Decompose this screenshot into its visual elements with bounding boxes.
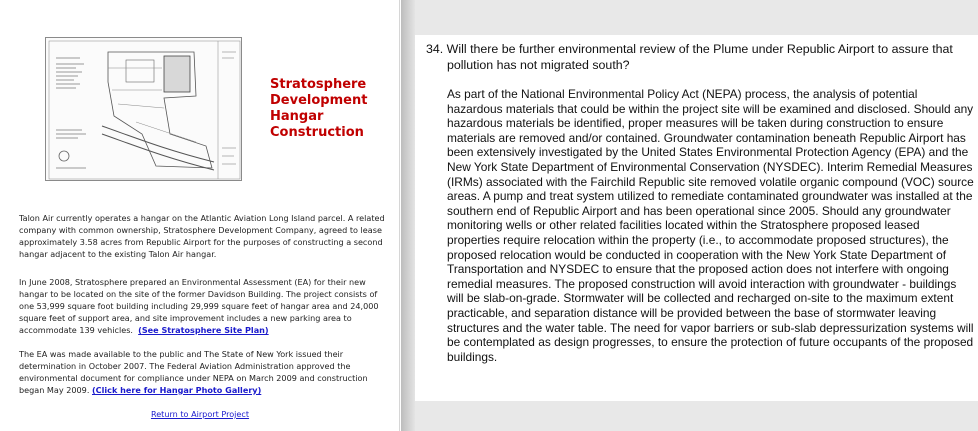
approval-paragraph [19,349,389,397]
title-line: Construction [270,125,364,140]
site-plan-link[interactable]: (See Stratosphere Site Plan) [138,324,269,335]
return-to-airport-project-link[interactable]: Return to Airport Project [150,409,250,419]
title-line: Stratosphere [270,77,367,92]
question-34: 34. Will there be further environmental review of the Plume under Republic Airport to assure that pollution has not migrated south? [426,42,953,72]
site-plan-thumbnail[interactable] [45,37,242,181]
answer-34: As part of the National Environmental Policy Act (NEPA) process, the analysis of potential hazardous materials that could be within the project site will be examined and disclosed. Should any hazardous materials be identified, proper measures will be taken during construction to ensure materials are removed and/or contained. Groundwater contamination beneath Republic Airport has been extensively investigated by the United States Environmental Protection Agency (EPA) and the New York State Department of Environmental Conservation (NYSDEC). Interim Remedial Measures (IRMs) associated with the Fairchild Republic site removed volatile organic compound (VOC) source areas. A pump and treat system utilized to remediate contaminated groundwater was installed at the southern end of Republic Airport and has been operational since 2005. Should any groundwater monitoring wells or other related facilities located within the Stratosphere proposed leased properties require relocation within the property (i.e., to accommodate proposed structures), the proposed relocation would be conducted in cooperation with the New York State Department of Transportation and NYSDEC to ensure that the proposed action does not interfere with ongoing remedial measures. The proposed construction will avoid interaction with groundwater - buildings will be slab-on-grade. Stormwater will be collected and recharged on-site to the maximum extent practicable, and separation distance will be provided between the base of stormwater leaving structures and the water table. The need for vapor barriers or sub-slab depressurization systems will be contemplated as design progresses, to ensure the protection of future occupants of the proposed buildings. [447,87,974,364]
title-line: Hangar [270,109,324,124]
title-line: Development [270,93,368,108]
project-title [270,77,395,141]
approval-paragraph-text: The EA was made available to the public and The State of New York issued their determination in October 2007. The Federal Aviation Administration approved the environmental document for compliance under NEPA on March 2009 and construction began May 2009. [19,349,368,395]
intro-paragraph: Talon Air currently operates a hangar on the Atlantic Aviation Long Island parcel. A related company with common ownership, Stratosphere Development Company, agreed to lease approximately 3.58 acres from Republic Airport for the purposes of constructing a second hangar adjacent to the existing Talon Air hangar. [19,213,385,259]
qa-section [415,35,978,401]
left-page [0,0,400,431]
page-gutter [401,0,415,431]
right-page [415,0,978,431]
site-plan-drawing [46,38,242,181]
ea-paragraph [19,277,389,337]
photo-gallery-link[interactable]: (Click here for Hangar Photo Gallery) [91,384,262,395]
ea-paragraph-text: In June 2008, Stratosphere prepared an Environmental Assessment (EA) for their new hangar to be located on the site of the former Davidson Building. The project consists of one 53,999 square foot building including 29,999 square feet of hangar area and 24,000 square feet of support area, and site improvement includes a new parking area to accommodate 139 vehicles. [19,277,379,335]
